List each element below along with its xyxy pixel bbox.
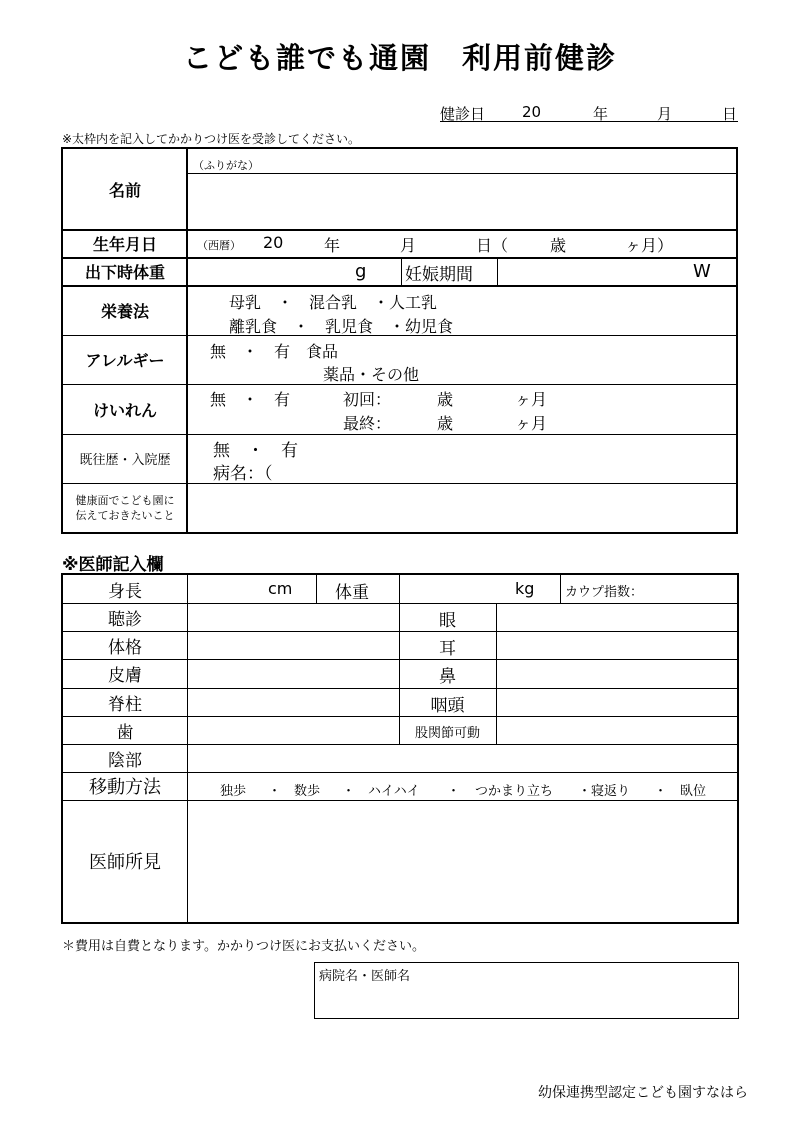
movement-separator: ・ [342,784,356,799]
hip-mobility-label: 股関節可動 [414,726,480,741]
furigana-input[interactable] [263,151,736,172]
eye-label: 眼 [439,611,456,631]
weight-label: 体重 [335,583,369,603]
seizure-first-label: 初回： [343,390,392,409]
teeth-label: 歯 [116,722,134,743]
physique-label: 体格 [108,637,142,658]
spine-label: 脊柱 [108,694,142,715]
nutrition-options-1[interactable]: 母乳 ・ 混合乳 ・人工乳 [229,293,438,312]
seizure-last-age: 歳 [437,414,454,433]
organization-name: 幼保連携型認定こども園すなはら [538,1085,748,1101]
genitals-label: 陰部 [108,750,142,771]
seizure-label: けいれん [92,400,157,420]
movement-option-rolling[interactable]: ・寝返り [578,784,631,799]
hospital-doctor-label: 病院名・医師名 [319,969,411,984]
seizure-first-age: 歳 [437,390,454,409]
page-title: こども誰でも通園 利用前健診 [182,41,617,75]
doctor-section-title: ※医師記入欄 [62,555,164,575]
movement-option-standing[interactable]: つかまり立ち [475,784,554,799]
nutrition-label: 栄養法 [100,301,149,321]
birth-weight-input[interactable] [187,258,401,284]
height-label: 身長 [108,581,142,602]
findings-label: 医師所見 [89,852,161,873]
movement-option-lying[interactable]: 臥位 [680,784,707,799]
birth-weight-unit: g [355,261,367,282]
health-notes-label [63,483,187,532]
height-input[interactable] [188,575,316,603]
kaup-index-label: カウプ指数： [565,585,644,600]
pharynx-label: 咽頭 [430,696,465,716]
movement-option-walk[interactable]: 独歩 [220,784,247,799]
seizure-last-month: ヶ月 [515,414,548,433]
medical-history-options[interactable]: 無 ・ 有 [213,441,298,461]
birth-weight-label: 出下時体重 [84,262,165,282]
birth-year-label: 年 [324,236,341,255]
medical-history-label: 既往歴・入院歴 [79,453,171,468]
height-unit: cm [268,579,293,598]
auscultation-label: 聴診 [108,609,142,630]
movement-separator: ・ [447,784,461,799]
weight-input[interactable] [400,575,560,603]
movement-label: 移動方法 [89,777,161,798]
health-notes-label-line1: 健康面でこども園に [75,493,175,507]
birth-era: （西暦） [197,239,241,252]
exam-date-month-label: 月 [657,105,673,123]
movement-separator: ・ [268,784,282,799]
allergy-options[interactable]: 無 ・ 有 食品 [210,342,339,361]
movement-option-few-steps[interactable]: 数歩 [294,784,321,799]
movement-option-crawl[interactable]: ハイハイ [368,784,420,799]
findings-input[interactable] [188,801,737,921]
name-input[interactable] [187,174,736,228]
allergy-other[interactable]: 薬品・その他 [323,365,420,384]
genitals-input[interactable] [188,745,737,771]
birth-label: 生年月日 [92,234,157,254]
exam-date-underline [440,121,738,122]
health-notes-label-line2: 伝えておきたいこと [75,508,175,522]
health-notes-input[interactable] [187,484,736,531]
eye-input[interactable] [497,604,737,630]
birth-age-label: 歳 [550,236,567,255]
instruction-note: ※太枠内を記入してかかりつけ医を受診してください。 [62,132,361,146]
birth-age-month-label: ヶ月） [625,236,674,255]
patient-info-table [61,147,738,534]
disease-name-field[interactable]: 病名：（ [213,464,273,484]
ear-label: 耳 [439,639,456,659]
seizure-first-month: ヶ月 [515,390,548,409]
nutrition-options-2[interactable]: 離乳食 ・ 乳児食 ・幼児食 [229,317,454,336]
birth-year-prefix: 20 [263,233,284,252]
fee-note: ＊費用は自費となります。かかりつけ医にお支払いください。 [62,939,425,954]
furigana-label: （ふりがな） [193,159,259,172]
seizure-last-label: 最終： [343,414,392,433]
exam-date-line [440,103,740,123]
movement-separator: ・ [654,784,668,799]
hospital-doctor-box[interactable] [314,962,739,1019]
birth-day-label: 日（ [476,236,509,255]
auscultation-input[interactable] [188,604,398,630]
gestation-label: 妊娠期間 [405,265,473,285]
exam-date-label: 健診日 [440,105,486,123]
weight-unit: kg [515,579,535,598]
exam-date-year-label: 年 [593,105,609,123]
doctor-exam-table [61,573,739,924]
skin-label: 皮膚 [108,666,142,686]
nose-label: 鼻 [439,667,456,687]
exam-date-day-label: 日 [722,105,738,123]
gestation-unit: W [693,261,711,282]
name-label: 名前 [108,180,141,200]
exam-date-year-prefix: 20 [522,103,542,121]
allergy-label: アレルギー [85,351,165,370]
seizure-options[interactable]: 無 ・ 有 [210,390,291,409]
birth-month-label: 月 [400,236,417,255]
